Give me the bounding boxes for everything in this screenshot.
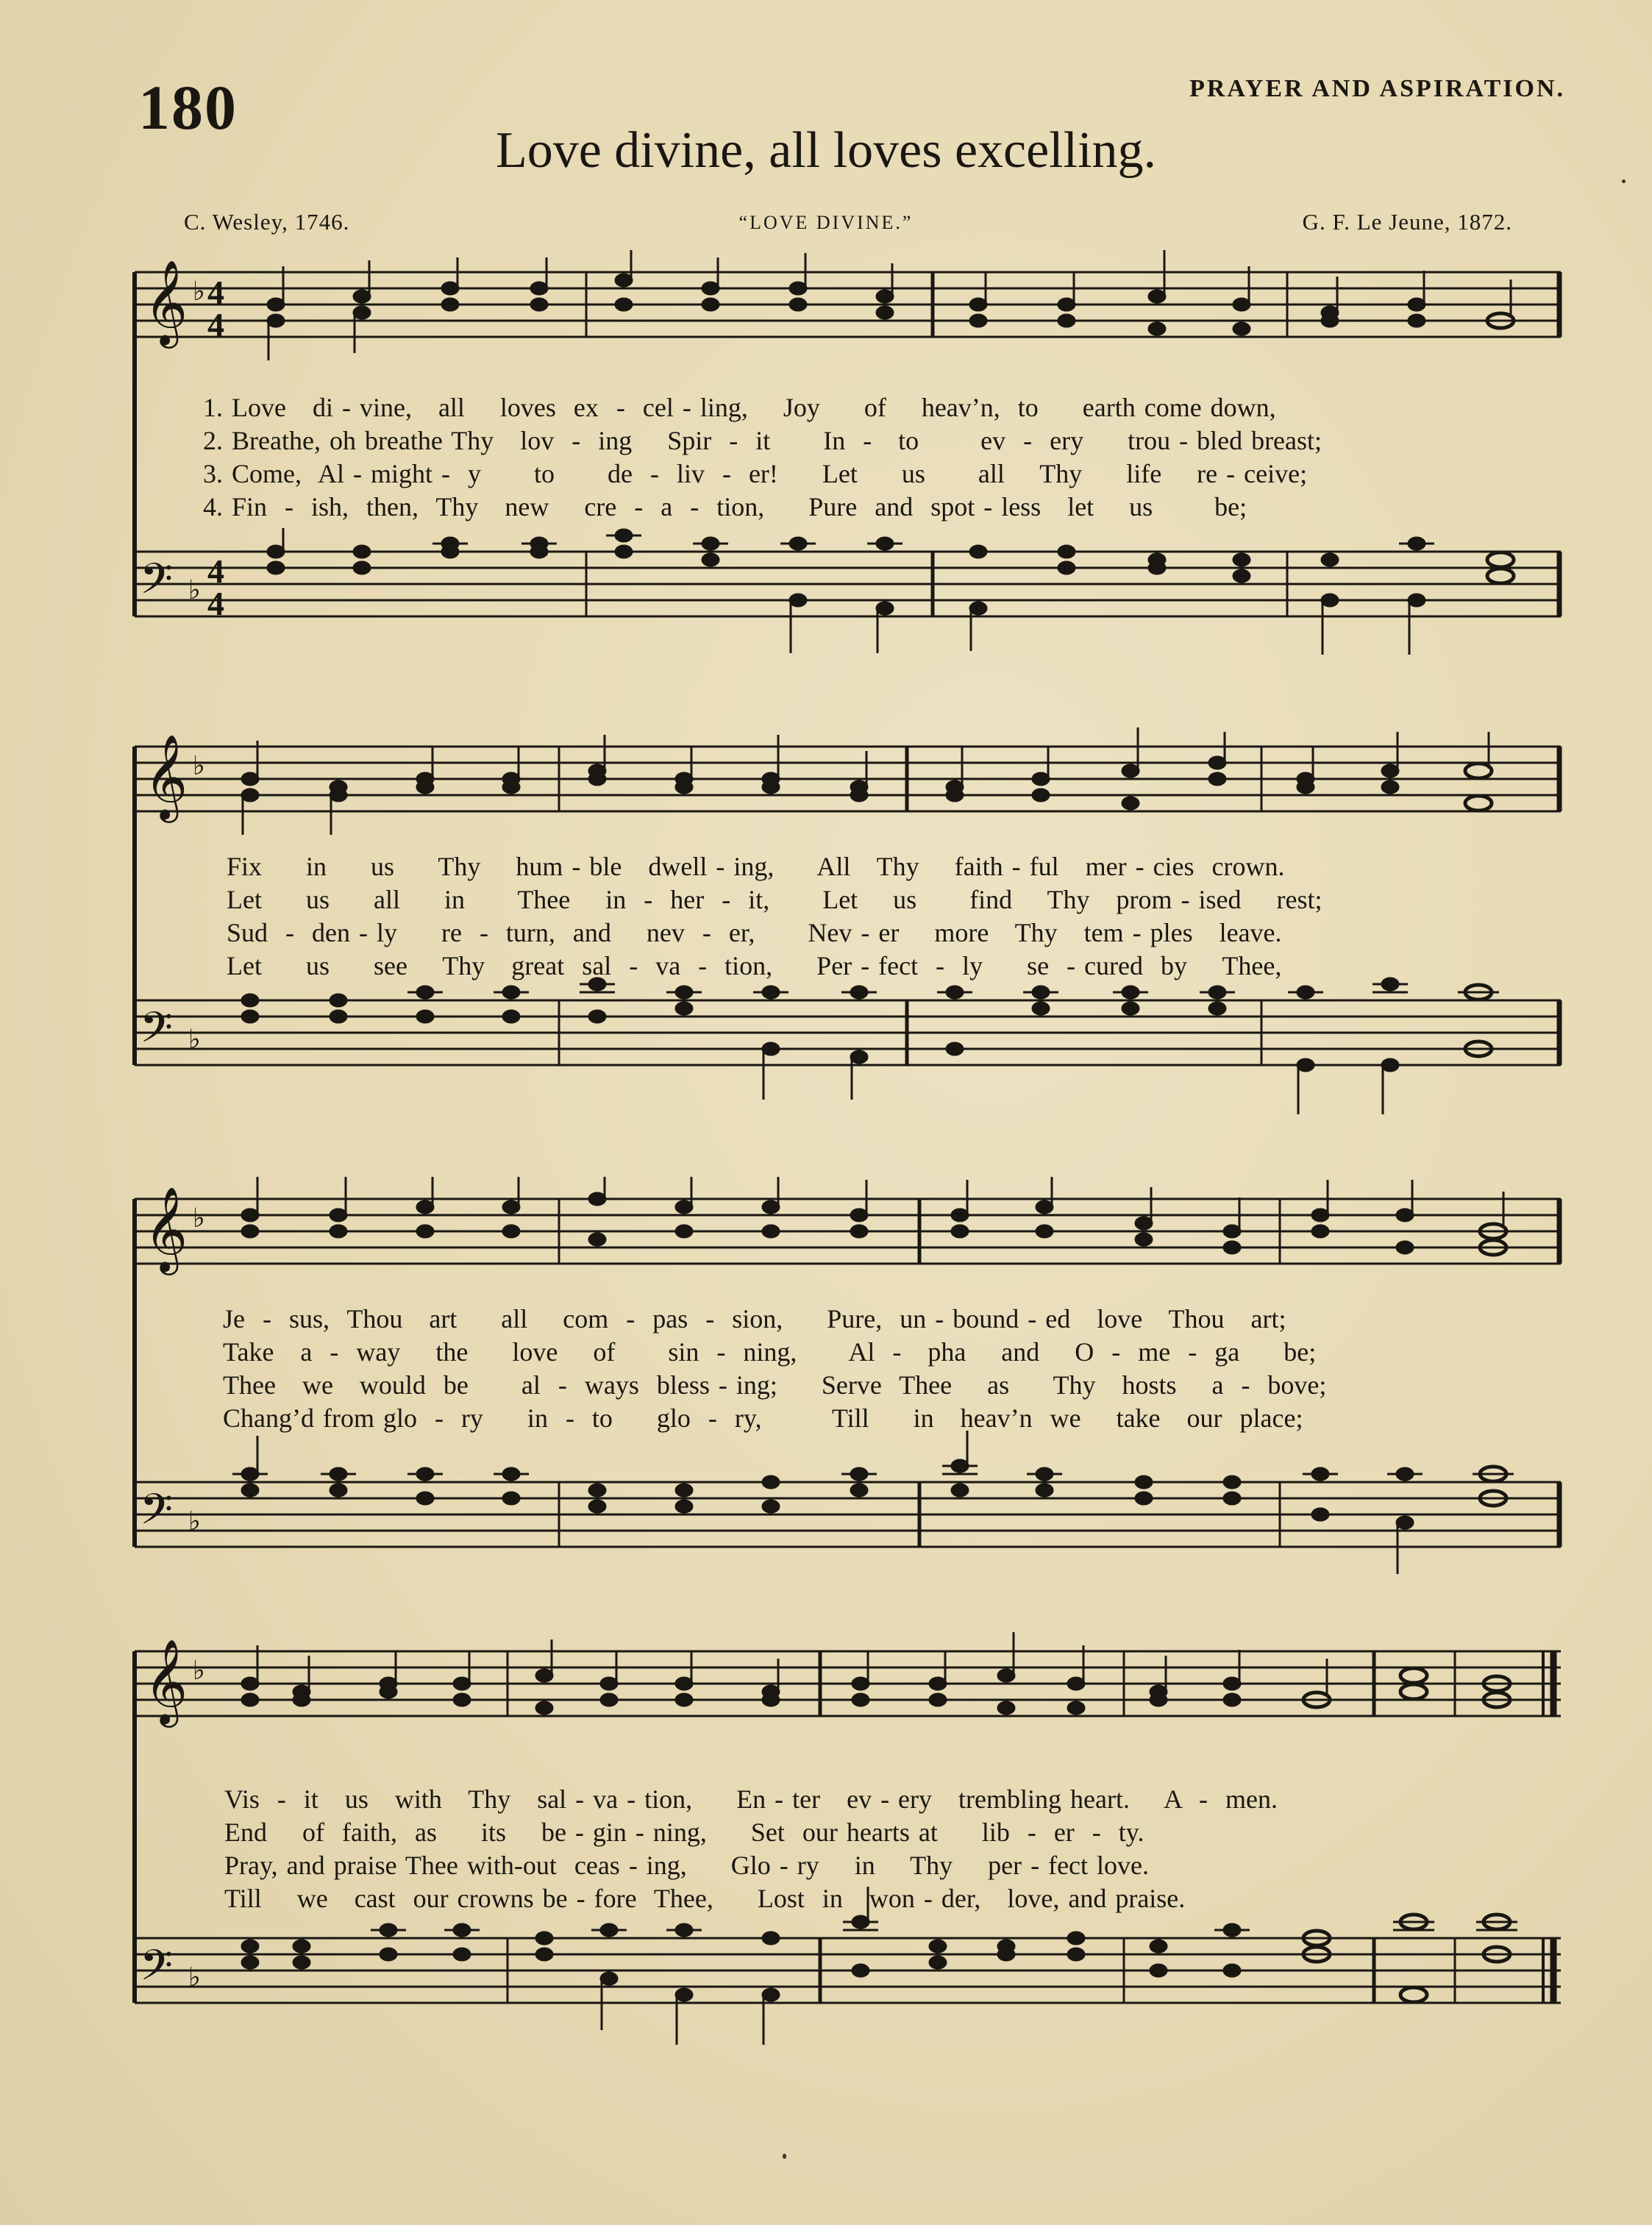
svg-text:𝄢: 𝄢 bbox=[140, 1003, 174, 1063]
composer-credit: G. F. Le Jeune, 1872. bbox=[1302, 209, 1512, 235]
svg-text:𝄢: 𝄢 bbox=[140, 1484, 174, 1545]
svg-text:♭: ♭ bbox=[193, 751, 205, 781]
hymn-title: Love divine, all loves excelling. bbox=[495, 122, 1157, 179]
verse-line-2-1: Fix in us Thy hum - ble dwell - ing, All Thy faith - ful mer - cies crown. bbox=[227, 852, 1285, 881]
verse-line-2-4: Let us see Thy great sal - va - tion, Per - fect - ly se - cured by Thee, bbox=[227, 951, 1282, 980]
svg-text:4: 4 bbox=[207, 274, 224, 311]
paper-speck bbox=[1622, 179, 1626, 183]
svg-text:𝄞: 𝄞 bbox=[144, 1638, 188, 1724]
verse-line-4-1: Vis - it us with Thy sal - va - tion, En - ter ev - ery trembling heart. A - men. bbox=[224, 1784, 1278, 1814]
svg-text:♭: ♭ bbox=[188, 1962, 201, 1993]
author-credit: C. Wesley, 1746. bbox=[184, 209, 350, 235]
section-heading: PRAYER AND ASPIRATION. bbox=[1189, 75, 1565, 102]
svg-text:𝄞: 𝄞 bbox=[144, 259, 188, 345]
hymn-number: 180 bbox=[138, 72, 238, 143]
svg-text:4: 4 bbox=[207, 585, 224, 622]
svg-text:𝄞: 𝄞 bbox=[144, 733, 188, 819]
svg-text:♭: ♭ bbox=[188, 575, 201, 605]
svg-text:♭: ♭ bbox=[193, 1656, 205, 1686]
verse-line-1-1: 1. Love di - vine, all loves ex - cel - ling, Joy of heav’n, to earth come down, bbox=[203, 393, 1276, 422]
svg-text:♭: ♭ bbox=[193, 1203, 205, 1233]
svg-text:♭: ♭ bbox=[188, 1506, 201, 1537]
verse-line-3-1: Je - sus, Thou art all com - pas - sion, Pure, un - bound - ed love Thou art; bbox=[223, 1304, 1286, 1334]
verse-line-3-2: Take a - way the love of sin - ning, Al - pha and O - me - ga be; bbox=[223, 1337, 1317, 1367]
svg-text:♭: ♭ bbox=[193, 277, 205, 307]
svg-text:4: 4 bbox=[207, 306, 224, 343]
verse-line-1-2: 2. Breathe, oh breathe Thy lov - ing Spir - it In - to ev - ery trou - bled breast; bbox=[203, 426, 1322, 455]
tune-name: “LOVE DIVINE.” bbox=[738, 212, 914, 233]
svg-text:♭: ♭ bbox=[188, 1025, 201, 1055]
verse-line-4-4: Till we cast our crowns be - fore Thee, Lost in won - der, love, and praise. bbox=[224, 1884, 1186, 1913]
verse-line-1-4: 4. Fin - ish, then, Thy new cre - a - tion, Pure and spot - less let us be; bbox=[203, 492, 1247, 521]
paper-speck bbox=[783, 2154, 786, 2159]
svg-text:𝄞: 𝄞 bbox=[144, 1186, 188, 1272]
verse-line-1-3: 3. Come, Al - might - y to de - liv - er! Let us all Thy life re - ceive; bbox=[203, 459, 1308, 488]
svg-text:4: 4 bbox=[207, 552, 224, 590]
verse-line-4-2: End of faith, as its be - gin - ning, Set our hearts at lib - er - ty. bbox=[224, 1818, 1144, 1847]
verse-line-3-4: Chang’d from glo - ry in - to glo - ry, Till in heav’n we take our place; bbox=[223, 1403, 1303, 1433]
verse-line-2-3: Sud - den - ly re - turn, and nev - er, Nev - er more Thy tem - ples leave. bbox=[227, 918, 1282, 947]
svg-text:𝄢: 𝄢 bbox=[140, 1940, 174, 2001]
verse-line-2-2: Let us all in Thee in - her - it, Let us find Thy prom - ised rest; bbox=[227, 885, 1322, 914]
music-system-1 bbox=[0, 250, 1652, 662]
svg-text:𝄢: 𝄢 bbox=[140, 554, 174, 614]
verse-line-4-3: Pray, and praise Thee with-out ceas - ing, Glo - ry in Thy per - fect love. bbox=[224, 1851, 1150, 1880]
verse-line-3-3: Thee we would be al - ways bless - ing; Serve Thee as Thy hosts a - bove; bbox=[223, 1370, 1327, 1400]
